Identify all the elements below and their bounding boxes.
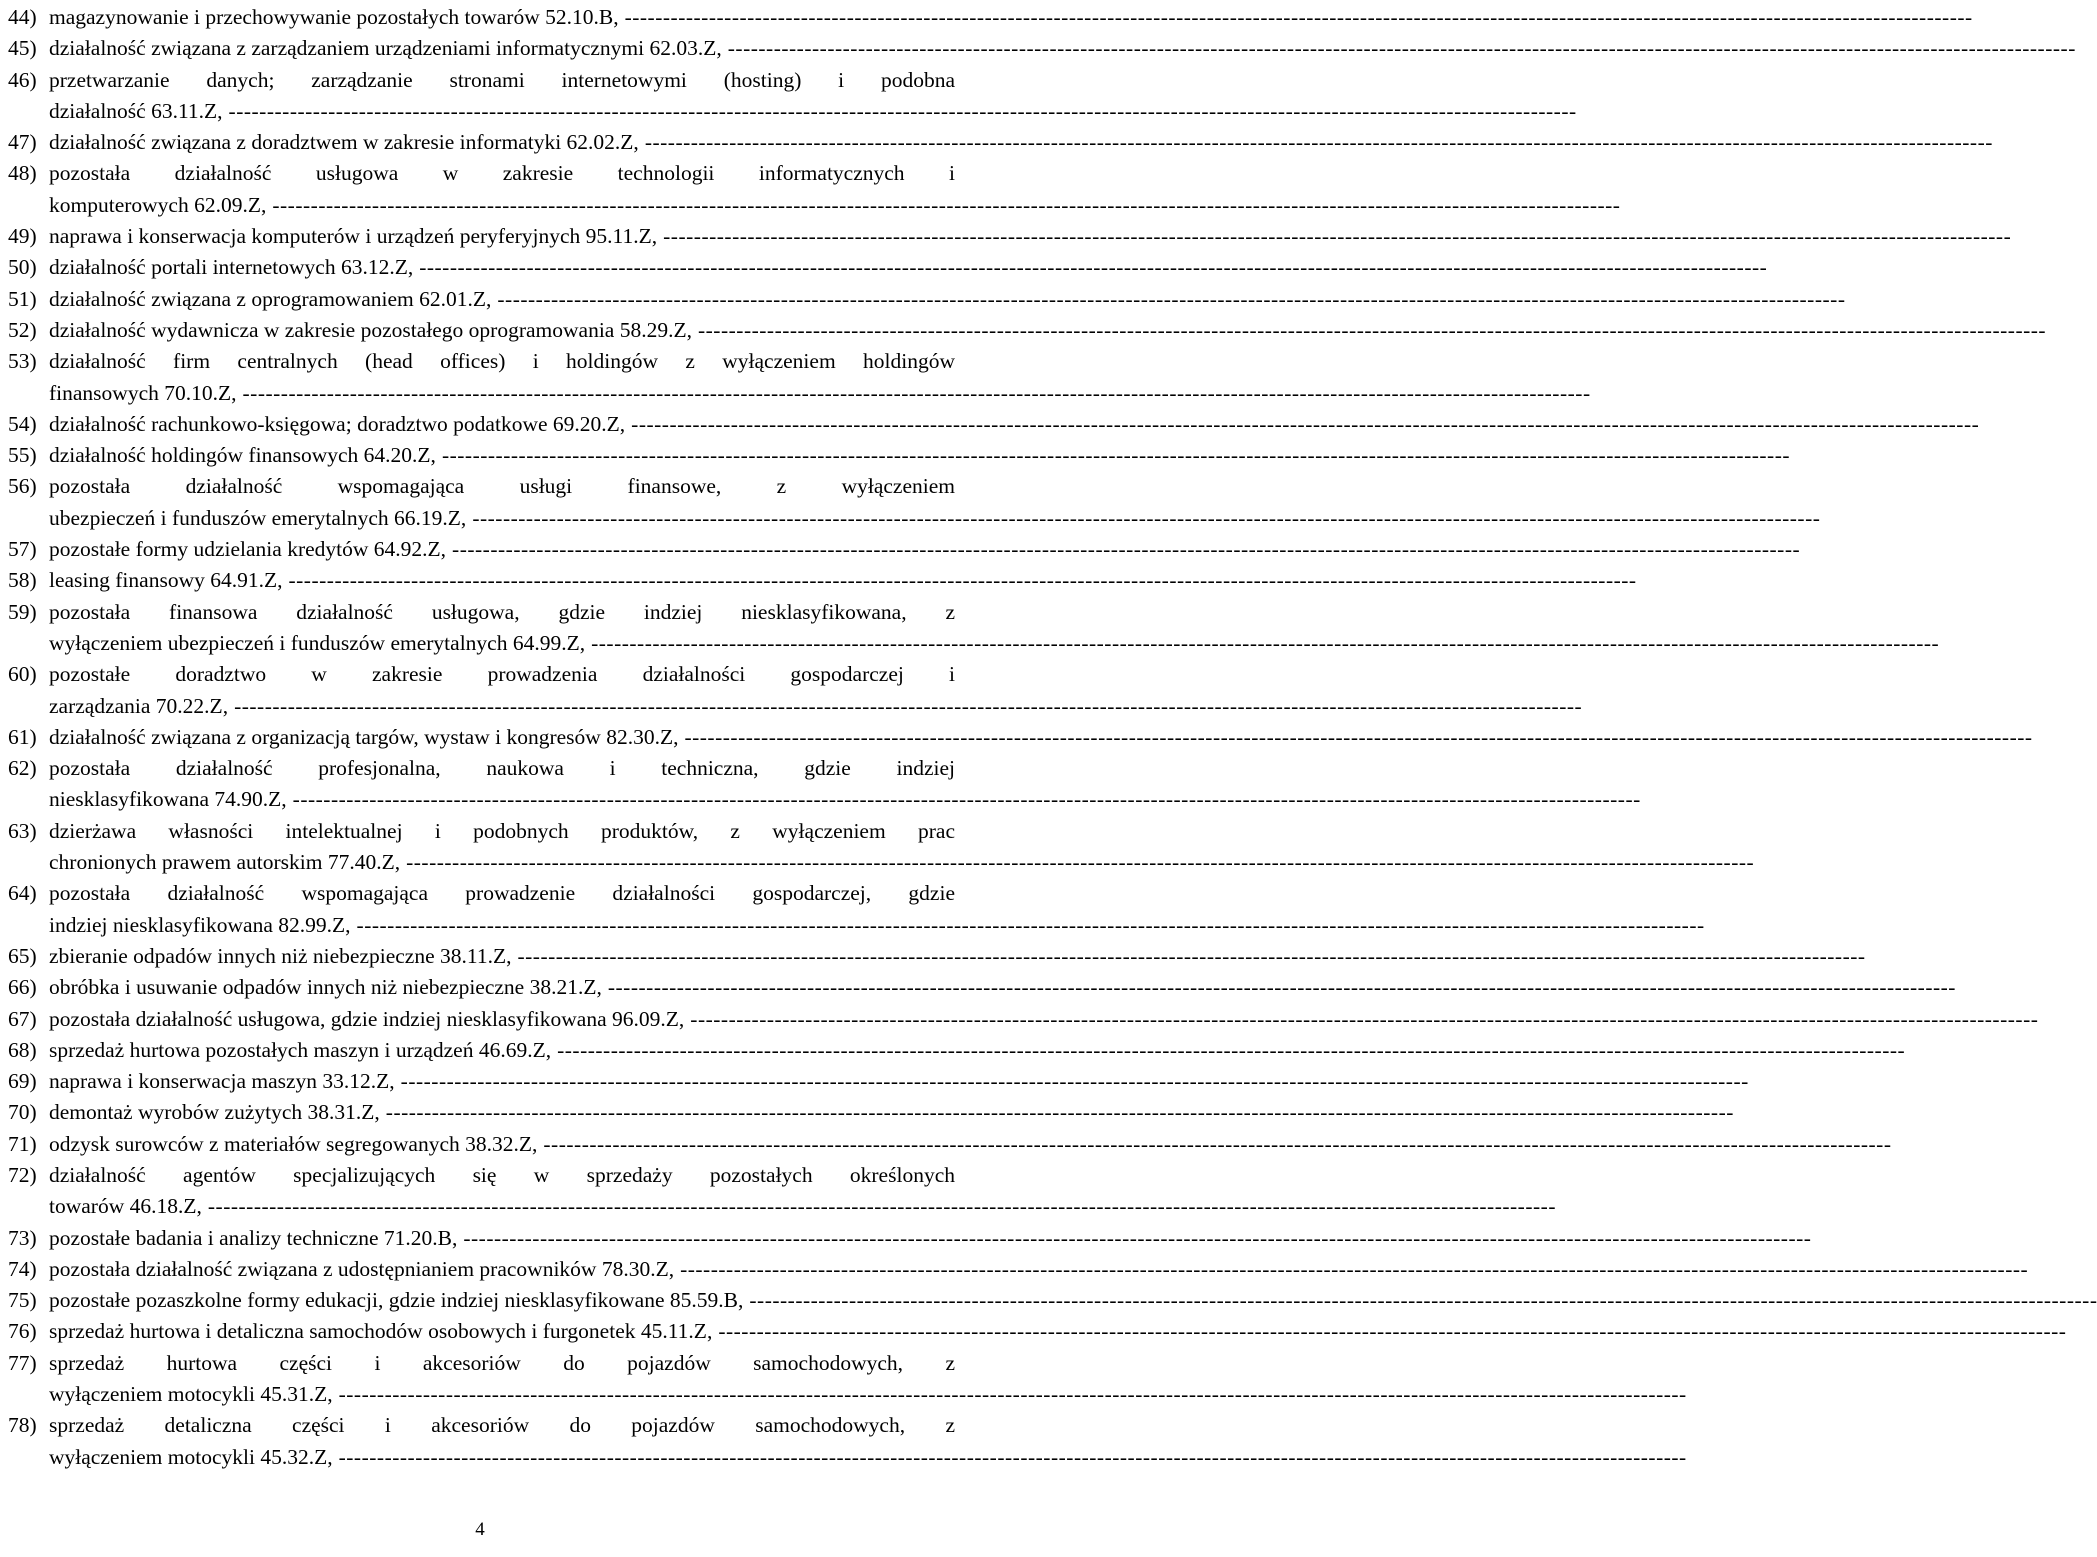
dash-leader: -------------------------------------------------------------------------------------------------------------------------------------------------------------------------------- (452, 537, 1801, 562)
list-item (8, 1223, 1812, 1254)
item-number: 51) (8, 286, 37, 311)
item-number: 58) (8, 568, 37, 593)
item-number: 68) (8, 1037, 37, 1062)
item-text: pozostała działalność związana z udostępnianiem pracowników 78.30.Z, (49, 1256, 675, 1281)
list-item (8, 1160, 1556, 1223)
list-item (8, 941, 1866, 972)
list-item (8, 158, 1621, 221)
item-text: pozostałe formy udzielania kredytów 64.92.Z, (49, 537, 447, 562)
item-number: 74) (8, 1256, 37, 1281)
dash-leader: -------------------------------------------------------------------------------------------------------------------------------------------------------------------------------- (684, 724, 2033, 749)
dash-leader: -------------------------------------------------------------------------------------------------------------------------------------------------------------------------------- (690, 1006, 2039, 1031)
dash-leader: -------------------------------------------------------------------------------------------------------------------------------------------------------------------------------- (356, 912, 1705, 937)
item-number: 77) (8, 1350, 37, 1375)
item-text: wyłączeniem motocykli 45.31.Z, (49, 1382, 333, 1407)
item-text: finansowych 70.10.Z, (49, 380, 237, 405)
list-item (8, 1410, 1687, 1473)
item-text: działalność holdingów finansowych 64.20.Z, (49, 443, 436, 468)
list-item (8, 2, 1973, 33)
item-number: 62) (8, 756, 37, 781)
dash-leader: -------------------------------------------------------------------------------------------------------------------------------------------------------------------------------- (727, 36, 2076, 61)
list-item (8, 878, 1705, 941)
item-number: 67) (8, 1006, 37, 1031)
dash-leader: -------------------------------------------------------------------------------------------------------------------------------------------------------------------------------- (663, 224, 2012, 249)
dash-leader: -------------------------------------------------------------------------------------------------------------------------------------------------------------------------------- (591, 630, 1940, 655)
item-text: naprawa i konserwacja komputerów i urządzeń peryferyjnych 95.11.Z, (49, 224, 658, 249)
item-number: 55) (8, 443, 37, 468)
item-line (49, 972, 1956, 1003)
item-line (49, 910, 1705, 941)
item-number: 69) (8, 1069, 37, 1094)
item-text: pozostałe badania i analizy techniczne 71.20.B, (49, 1225, 458, 1250)
item-line (49, 409, 1980, 440)
item-line (49, 440, 1791, 471)
item-number: 50) (8, 255, 37, 280)
item-text: naprawa i konserwacja maszyn 33.12.Z, (49, 1069, 395, 1094)
item-text: działalność związana z organizacją targów, wystaw i kongresów 82.30.Z, (49, 724, 679, 749)
page-number: 4 (475, 1519, 485, 1540)
list-item (8, 1316, 2067, 1347)
list-item (8, 1129, 1892, 1160)
list-item (8, 284, 1846, 315)
item-line (49, 1097, 1734, 1128)
item-line (49, 33, 2076, 64)
item-number: 52) (8, 317, 37, 342)
item-number: 65) (8, 943, 37, 968)
item-text: wyłączeniem ubezpieczeń i funduszów emerytalnych 64.99.Z, (49, 630, 586, 655)
list-item (8, 1348, 1687, 1411)
item-line (49, 378, 1591, 409)
item-line (49, 1191, 1556, 1222)
dash-leader: -------------------------------------------------------------------------------------------------------------------------------------------------------------------------------- (441, 443, 1791, 468)
dash-leader: -------------------------------------------------------------------------------------------------------------------------------------------------------------------------------- (272, 192, 1621, 217)
item-number: 70) (8, 1100, 37, 1125)
item-line (49, 1129, 1892, 1160)
dash-leader: -------------------------------------------------------------------------------------------------------------------------------------------------------------------------------- (472, 505, 1821, 530)
item-text: leasing finansowy 64.91.Z, (49, 568, 283, 593)
item-line (49, 565, 1637, 596)
item-text: magazynowanie i przechowywanie pozostałych towarów 52.10.B, (49, 5, 619, 29)
item-number: 75) (8, 1288, 37, 1313)
item-number: 44) (8, 5, 37, 29)
item-number: 64) (8, 881, 37, 906)
item-text: chronionych prawem autorskim 77.40.Z, (49, 850, 401, 875)
dash-leader: -------------------------------------------------------------------------------------------------------------------------------------------------------------------------------- (338, 1444, 1687, 1469)
item-number: 48) (8, 161, 37, 186)
dash-leader: -------------------------------------------------------------------------------------------------------------------------------------------------------------------------------- (497, 286, 1846, 311)
list-item (8, 659, 1583, 722)
item-text: działalność wydawnicza w zakresie pozostałego oprogramowania 58.29.Z, (49, 317, 692, 342)
item-text: indziej niesklasyfikowana 82.99.Z, (49, 912, 351, 937)
activity-list (8, 2, 2097, 1473)
list-item (8, 252, 1768, 283)
item-text: zarządzania 70.22.Z, (49, 693, 229, 718)
item-line (49, 941, 1866, 972)
dash-leader: -------------------------------------------------------------------------------------------------------------------------------------------------------------------------------- (338, 1382, 1687, 1407)
dash-leader: -------------------------------------------------------------------------------------------------------------------------------------------------------------------------------- (557, 1037, 1906, 1062)
item-line (49, 503, 1821, 534)
item-text: pozostała działalność usługowa, gdzie indziej niesklasyfikowana 96.09.Z, (49, 1006, 685, 1031)
dash-leader: -------------------------------------------------------------------------------------------------------------------------------------------------------------------------------- (242, 380, 1591, 405)
item-line (49, 1379, 1687, 1410)
list-item (8, 1285, 2097, 1316)
list-item (8, 1097, 1734, 1128)
dash-leader: -------------------------------------------------------------------------------------------------------------------------------------------------------------------------------- (419, 255, 1768, 280)
dash-leader: -------------------------------------------------------------------------------------------------------------------------------------------------------------------------------- (463, 1225, 1812, 1250)
item-text: odzysk surowców z materiałów segregowanych 38.32.Z, (49, 1131, 538, 1156)
item-text: sprzedaż hurtowa pozostałych maszyn i urządzeń 46.69.Z, (49, 1037, 552, 1062)
item-line (49, 1254, 2029, 1285)
item-number: 56) (8, 474, 37, 499)
item-line (49, 2, 1973, 33)
list-item (8, 1004, 2039, 1035)
item-text-first-line: pozostała działalność wspomagająca prowadzenie działalności gospodarczej, gdzie (49, 881, 955, 906)
item-number: 46) (8, 67, 37, 92)
item-text: działalność portali internetowych 63.12.Z, (49, 255, 414, 280)
item-number: 71) (8, 1131, 37, 1156)
dash-leader: -------------------------------------------------------------------------------------------------------------------------------------------------------------------------------- (385, 1100, 1734, 1125)
list-item (8, 597, 1940, 660)
list-item (8, 1254, 2029, 1285)
list-item (8, 127, 1993, 158)
list-item (8, 33, 2076, 64)
dash-leader: -------------------------------------------------------------------------------------------------------------------------------------------------------------------------------- (400, 1069, 1749, 1094)
dash-leader: -------------------------------------------------------------------------------------------------------------------------------------------------------------------------------- (517, 943, 1866, 968)
dash-leader: -------------------------------------------------------------------------------------------------------------------------------------------------------------------------------- (228, 98, 1577, 123)
dash-leader: -------------------------------------------------------------------------------------------------------------------------------------------------------------------------------- (207, 1194, 1556, 1219)
item-line (49, 1066, 1749, 1097)
item-line (49, 1004, 2039, 1035)
list-item (8, 722, 2033, 753)
dash-leader: -------------------------------------------------------------------------------------------------------------------------------------------------------------------------------- (644, 130, 1993, 155)
item-line (49, 691, 1583, 722)
item-text-first-line: działalność agentów specjalizujących się w sprzedaży pozostałych określonych (49, 1162, 955, 1187)
list-item (8, 65, 1577, 128)
item-line (49, 221, 2012, 252)
item-text-first-line: pozostała działalność profesjonalna, naukowa i techniczna, gdzie indziej (49, 756, 955, 781)
item-text: działalność związana z doradztwem w zakresie informatyki 62.02.Z, (49, 130, 639, 155)
item-text: demontaż wyrobów zużytych 38.31.Z, (49, 1100, 380, 1125)
list-item (8, 1035, 1906, 1066)
item-text: działalność związana z oprogramowaniem 62.01.Z, (49, 286, 492, 311)
item-number: 76) (8, 1319, 37, 1344)
dash-leader: -------------------------------------------------------------------------------------------------------------------------------------------------------------------------------- (406, 850, 1755, 875)
item-line (49, 1316, 2067, 1347)
item-number: 72) (8, 1162, 37, 1187)
item-text: niesklasyfikowana 74.90.Z, (49, 787, 287, 812)
item-number: 63) (8, 818, 37, 843)
item-number: 45) (8, 36, 37, 61)
dash-leader: -------------------------------------------------------------------------------------------------------------------------------------------------------------------------------- (234, 693, 1583, 718)
item-text: komputerowych 62.09.Z, (49, 192, 267, 217)
item-number: 47) (8, 130, 37, 155)
item-number: 49) (8, 224, 37, 249)
item-text-first-line: sprzedaż hurtowa części i akcesoriów do pojazdów samochodowych, z (49, 1350, 955, 1375)
item-line (49, 784, 1641, 815)
item-number: 54) (8, 411, 37, 436)
item-line (49, 534, 1801, 565)
item-number: 61) (8, 724, 37, 749)
dash-leader: -------------------------------------------------------------------------------------------------------------------------------------------------------------------------------- (543, 1131, 1892, 1156)
item-line (49, 284, 1846, 315)
list-item (8, 221, 2012, 252)
list-item (8, 346, 1591, 409)
item-number: 78) (8, 1413, 37, 1438)
list-item (8, 409, 1980, 440)
item-text: działalność rachunkowo-księgowa; doradztwo podatkowe 69.20.Z, (49, 411, 626, 436)
item-line (49, 847, 1755, 878)
item-text-first-line: działalność firm centralnych (head offices) i holdingów z wyłączeniem holdingów (49, 349, 955, 374)
list-item (8, 816, 1755, 879)
item-number: 60) (8, 662, 37, 687)
item-text: pozostałe pozaszkolne formy edukacji, gdzie indziej niesklasyfikowane 85.59.B, (49, 1288, 744, 1313)
item-line (49, 628, 1940, 659)
item-line (49, 1223, 1812, 1254)
item-text-first-line: pozostałe doradztwo w zakresie prowadzenia działalności gospodarczej i (49, 662, 955, 687)
list-item (8, 753, 1641, 816)
dash-leader: -------------------------------------------------------------------------------------------------------------------------------------------------------------------------------- (718, 1319, 2067, 1344)
item-line (49, 1285, 2097, 1316)
item-number: 59) (8, 599, 37, 624)
dash-leader: -------------------------------------------------------------------------------------------------------------------------------------------------------------------------------- (631, 411, 1980, 436)
item-text-first-line: pozostała działalność wspomagająca usługi finansowe, z wyłączeniem (49, 474, 955, 499)
list-item (8, 972, 1956, 1003)
list-item (8, 565, 1637, 596)
item-text-first-line: przetwarzanie danych; zarządzanie stronami internetowymi (hosting) i podobna (49, 67, 955, 92)
list-item (8, 471, 1821, 534)
dash-leader: -------------------------------------------------------------------------------------------------------------------------------------------------------------------------------- (288, 568, 1637, 593)
item-text-first-line: pozostała finansowa działalność usługowa, gdzie indziej niesklasyfikowana, z (49, 599, 955, 624)
item-text-first-line: dzierżawa własności intelektualnej i podobnych produktów, z wyłączeniem prac (49, 818, 955, 843)
item-text: zbieranie odpadów innych niż niebezpieczne 38.11.Z, (49, 943, 512, 968)
item-text: sprzedaż hurtowa i detaliczna samochodów osobowych i furgonetek 45.11.Z, (49, 1319, 713, 1344)
dash-leader: -------------------------------------------------------------------------------------------------------------------------------------------------------------------------------- (292, 787, 1641, 812)
item-text: obróbka i usuwanie odpadów innych niż niebezpieczne 38.21.Z, (49, 975, 602, 1000)
item-text-first-line: sprzedaż detaliczna części i akcesoriów do pojazdów samochodowych, z (49, 1413, 955, 1438)
dash-leader: -------------------------------------------------------------------------------------------------------------------------------------------------------------------------------- (749, 1288, 2097, 1313)
item-text: działalność związana z zarządzaniem urządzeniami informatycznymi 62.03.Z, (49, 36, 722, 61)
item-line (49, 1035, 1906, 1066)
item-line (49, 722, 2033, 753)
item-text: wyłączeniem motocykli 45.32.Z, (49, 1444, 333, 1469)
list-item (8, 440, 1791, 471)
list-item (8, 1066, 1749, 1097)
dash-leader: -------------------------------------------------------------------------------------------------------------------------------------------------------------------------------- (680, 1256, 2029, 1281)
item-text: towarów 46.18.Z, (49, 1194, 202, 1219)
item-text-first-line: pozostała działalność usługowa w zakresie technologii informatycznych i (49, 161, 955, 186)
item-text: działalność 63.11.Z, (49, 98, 223, 123)
dash-leader: -------------------------------------------------------------------------------------------------------------------------------------------------------------------------------- (697, 317, 2047, 342)
item-line (49, 190, 1621, 221)
dash-leader: -------------------------------------------------------------------------------------------------------------------------------------------------------------------------------- (624, 5, 1973, 29)
item-line (49, 96, 1577, 127)
item-line (49, 127, 1993, 158)
item-text: ubezpieczeń i funduszów emerytalnych 66.19.Z, (49, 505, 467, 530)
item-number: 53) (8, 349, 37, 374)
item-line (49, 315, 2047, 346)
dash-leader: -------------------------------------------------------------------------------------------------------------------------------------------------------------------------------- (607, 975, 1956, 1000)
item-number: 57) (8, 537, 37, 562)
item-line (49, 1442, 1687, 1473)
list-item (8, 315, 2047, 346)
item-number: 73) (8, 1225, 37, 1250)
item-number: 66) (8, 975, 37, 1000)
item-line (49, 252, 1768, 283)
list-item (8, 534, 1801, 565)
